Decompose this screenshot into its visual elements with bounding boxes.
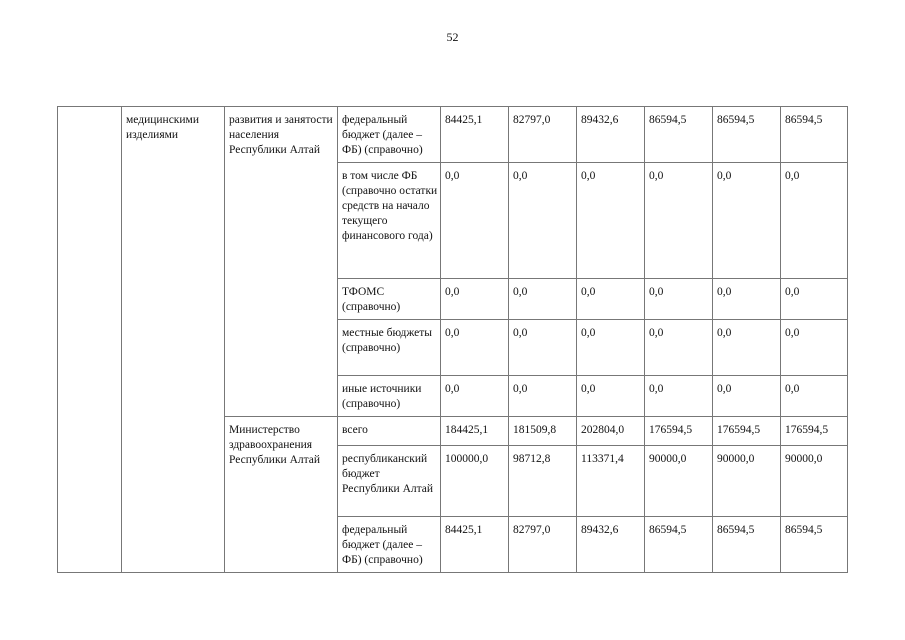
row-number-cell — [58, 107, 122, 573]
value-cell: 0,0 — [781, 279, 848, 320]
value-cell: 0,0 — [781, 163, 848, 279]
table-row — [58, 107, 848, 163]
value-cell: 113371,4 — [577, 446, 645, 517]
value-cell: 0,0 — [713, 163, 781, 279]
value-cell: 0,0 — [713, 376, 781, 417]
value-cell: 176594,5 — [713, 417, 781, 446]
value-cell: 86594,5 — [713, 107, 781, 163]
value-cell: 0,0 — [645, 320, 713, 376]
budget-table — [57, 106, 848, 573]
executor-cell: развития и занятости населения Республики Алтай — [225, 107, 338, 417]
source-cell: в том числе ФБ (справочно остатки средств на начало текущего финансового года) — [338, 163, 441, 279]
value-cell: 0,0 — [441, 279, 509, 320]
value-cell: 86594,5 — [645, 107, 713, 163]
value-cell: 86594,5 — [713, 517, 781, 573]
value-cell: 0,0 — [441, 376, 509, 417]
source-cell: федеральный бюджет (далее – ФБ) (справочно) — [338, 517, 441, 573]
value-cell: 82797,0 — [509, 517, 577, 573]
value-cell: 84425,1 — [441, 517, 509, 573]
value-cell: 0,0 — [781, 376, 848, 417]
value-cell: 86594,5 — [781, 107, 848, 163]
program-title-cell: медицинскими изделиями — [122, 107, 225, 573]
value-cell: 184425,1 — [441, 417, 509, 446]
value-cell: 0,0 — [713, 279, 781, 320]
value-cell: 0,0 — [441, 163, 509, 279]
value-cell: 89432,6 — [577, 107, 645, 163]
value-cell: 176594,5 — [645, 417, 713, 446]
value-cell: 0,0 — [577, 376, 645, 417]
value-cell: 176594,5 — [781, 417, 848, 446]
value-cell: 0,0 — [441, 320, 509, 376]
value-cell: 89432,6 — [577, 517, 645, 573]
value-cell: 90000,0 — [781, 446, 848, 517]
value-cell: 0,0 — [577, 279, 645, 320]
source-cell: федеральный бюджет (далее – ФБ) (справочно) — [338, 107, 441, 163]
source-cell: всего — [338, 417, 441, 446]
value-cell: 0,0 — [509, 320, 577, 376]
value-cell: 0,0 — [509, 279, 577, 320]
value-cell: 0,0 — [645, 163, 713, 279]
value-cell: 90000,0 — [713, 446, 781, 517]
value-cell: 98712,8 — [509, 446, 577, 517]
value-cell: 0,0 — [509, 163, 577, 279]
value-cell: 86594,5 — [645, 517, 713, 573]
value-cell: 0,0 — [509, 376, 577, 417]
source-cell: ТФОМС (справочно) — [338, 279, 441, 320]
value-cell: 86594,5 — [781, 517, 848, 573]
source-cell: республиканский бюджет Республики Алтай — [338, 446, 441, 517]
value-cell: 202804,0 — [577, 417, 645, 446]
value-cell: 0,0 — [577, 320, 645, 376]
value-cell: 82797,0 — [509, 107, 577, 163]
value-cell: 0,0 — [713, 320, 781, 376]
value-cell: 181509,8 — [509, 417, 577, 446]
value-cell: 0,0 — [781, 320, 848, 376]
source-cell: местные бюджеты (справочно) — [338, 320, 441, 376]
value-cell: 0,0 — [645, 376, 713, 417]
executor-cell: Министерство здравоохранения Республики Алтай — [225, 417, 338, 573]
value-cell: 100000,0 — [441, 446, 509, 517]
source-cell: иные источники (справочно) — [338, 376, 441, 417]
value-cell: 90000,0 — [645, 446, 713, 517]
value-cell: 84425,1 — [441, 107, 509, 163]
value-cell: 0,0 — [577, 163, 645, 279]
page-number: 52 — [446, 30, 459, 44]
value-cell: 0,0 — [645, 279, 713, 320]
